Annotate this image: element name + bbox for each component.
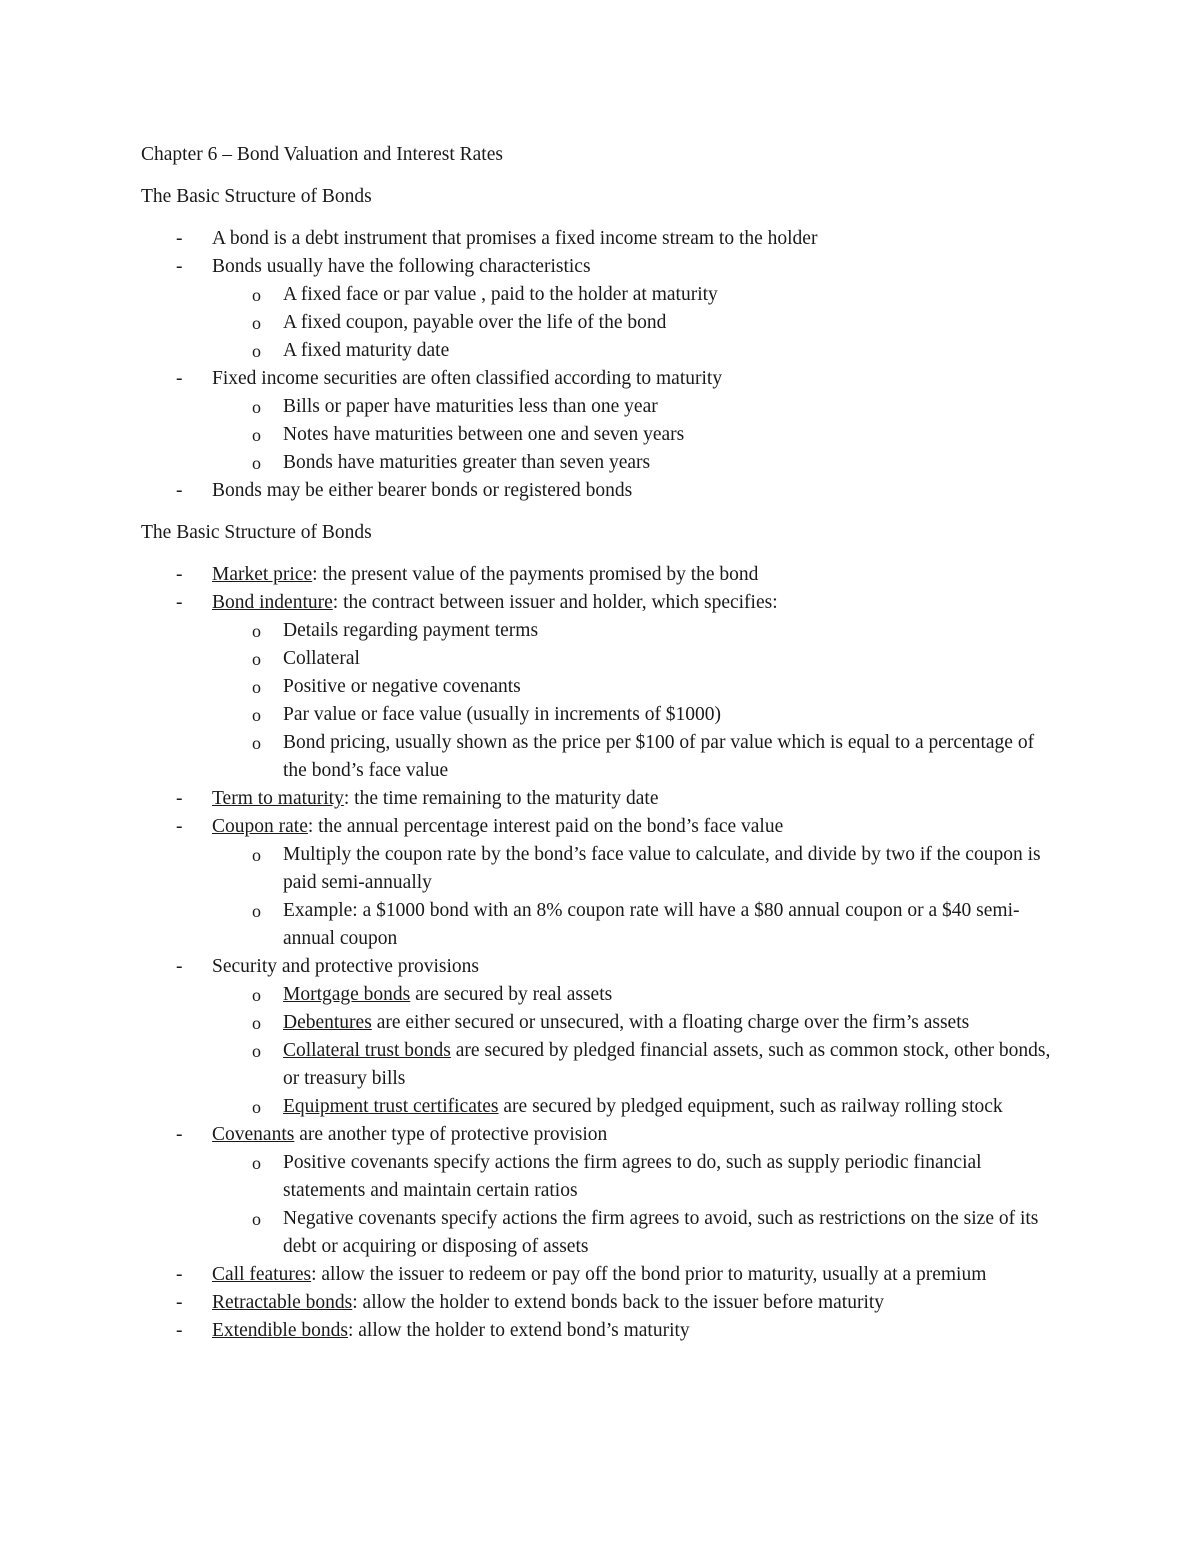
dash-bullet: - — [176, 368, 183, 389]
sub-list-item-text: Positive or negative covenants — [283, 676, 521, 697]
term-bond-indenture: Bond indenture — [212, 592, 333, 613]
sub-list-item-text: A fixed maturity date — [283, 340, 450, 361]
sub-list-item — [212, 841, 1061, 897]
sub-list-item-text: Notes have maturities between one and seven years — [283, 424, 685, 445]
list-item — [141, 785, 1061, 813]
sub-list-item-text: Positive covenants specify actions the firm agrees to do, such as supply periodic financial statements and maintain certain ratios — [283, 1152, 982, 1201]
list-item — [141, 953, 1061, 1121]
sub-list-item-text: Bills or paper have maturities less than one year — [283, 396, 658, 417]
sub-list-item — [212, 309, 1061, 337]
dash-bullet: - — [176, 788, 183, 809]
sub-list-item-text: Negative covenants specify actions the firm agrees to avoid, such as restrictions on the size of its debt or acquiring or disposing of assets — [283, 1208, 1039, 1257]
sub-list — [212, 841, 1061, 953]
sub-list-item — [212, 449, 1061, 477]
sub-list-item — [212, 337, 1061, 365]
sub-list-item — [212, 1205, 1061, 1261]
sub-list-item — [212, 1149, 1061, 1205]
sub-list-item-text: Multiply the coupon rate by the bond’s face value to calculate, and divide by two if the coupon is paid semi-annually — [283, 844, 1041, 893]
sub-list-item — [212, 1037, 1061, 1093]
term-equipment-trust-certificates: Equipment trust certificates — [283, 1096, 499, 1117]
sub-list-item-text: are secured by real assets — [410, 984, 613, 1005]
sub-list-item — [212, 1009, 1061, 1037]
list-item — [141, 1261, 1061, 1289]
list-item-text: : allow the issuer to redeem or pay off the bond prior to maturity, usually at a premium — [311, 1264, 987, 1285]
sub-list-item-text: Par value or face value (usually in increments of $1000) — [283, 704, 722, 725]
circle-bullet: o — [252, 677, 261, 697]
circle-bullet: o — [252, 453, 261, 473]
term-debentures: Debentures — [283, 1012, 372, 1033]
circle-bullet: o — [252, 1013, 261, 1033]
circle-bullet: o — [252, 733, 261, 753]
list-item-text: Bonds may be either bearer bonds or registered bonds — [212, 480, 633, 501]
term-call-features: Call features — [212, 1264, 312, 1285]
section-heading: The Basic Structure of Bonds — [141, 186, 372, 207]
list-item — [141, 561, 1061, 589]
sub-list-item-text: are either secured or unsecured, with a floating charge over the firm’s assets — [371, 1012, 970, 1033]
sub-list-item — [212, 673, 1061, 701]
circle-bullet: o — [252, 1153, 261, 1173]
term-market-price: Market price — [212, 564, 313, 585]
list-item — [141, 477, 1061, 505]
circle-bullet: o — [252, 285, 261, 305]
circle-bullet: o — [252, 1097, 261, 1117]
circle-bullet: o — [252, 985, 261, 1005]
sub-list-item — [212, 701, 1061, 729]
list-item-text: : the annual percentage interest paid on the bond’s face value — [307, 816, 784, 837]
sub-list — [212, 393, 1061, 477]
sub-list-item-text: Example: a $1000 bond with an 8% coupon rate will have a $80 annual coupon or a $40 semi-annual coupon — [283, 900, 1020, 949]
circle-bullet: o — [252, 621, 261, 641]
term-coupon-rate: Coupon rate — [212, 816, 308, 837]
term-term-to-maturity: Term to maturity — [212, 788, 344, 809]
circle-bullet: o — [252, 649, 261, 669]
sub-list-item-text: A fixed coupon, payable over the life of the bond — [283, 312, 667, 333]
list-item-text: : the present value of the payments promised by the bond — [312, 564, 759, 585]
list-item-text: are another type of protective provision — [294, 1124, 608, 1145]
document-page — [141, 141, 1061, 1359]
sub-list-item-text: Details regarding payment terms — [283, 620, 539, 641]
section-heading: The Basic Structure of Bonds — [141, 522, 372, 543]
circle-bullet: o — [252, 705, 261, 725]
circle-bullet: o — [252, 341, 261, 361]
sub-list — [212, 1149, 1061, 1261]
dash-bullet: - — [176, 1292, 183, 1313]
list-item-text: : the contract between issuer and holder, which specifies: — [332, 592, 778, 613]
sub-list-item-text: are secured by pledged financial assets, such as common stock, other bonds, or treasury bills — [283, 1040, 1051, 1089]
list-item-text: : the time remaining to the maturity date — [343, 788, 659, 809]
sub-list — [212, 617, 1061, 785]
sub-list-item — [212, 281, 1061, 309]
list-item-text: A bond is a debt instrument that promises a fixed income stream to the holder — [212, 228, 818, 249]
dash-bullet: - — [176, 228, 183, 249]
sub-list-item — [212, 981, 1061, 1009]
sub-list-item — [212, 617, 1061, 645]
sub-list — [212, 281, 1061, 365]
sub-list-item-text: A fixed face or par value , paid to the holder at maturity — [283, 284, 718, 305]
list-item-text: Fixed income securities are often classified according to maturity — [212, 368, 723, 389]
sub-list-item-text: Bonds have maturities greater than seven years — [283, 452, 651, 473]
sub-list-item — [212, 421, 1061, 449]
sub-list — [212, 981, 1061, 1121]
sub-list-item — [212, 393, 1061, 421]
sub-list-item — [212, 897, 1061, 953]
dash-bullet: - — [176, 256, 183, 277]
dash-bullet: - — [176, 480, 183, 501]
dash-bullet: - — [176, 1320, 183, 1341]
circle-bullet: o — [252, 425, 261, 445]
list-item — [141, 225, 1061, 253]
list-item — [141, 1121, 1061, 1261]
term-covenants: Covenants — [212, 1124, 295, 1145]
list-item-text: Security and protective provisions — [212, 956, 479, 977]
circle-bullet: o — [252, 1209, 261, 1229]
term-retractable-bonds: Retractable bonds — [212, 1292, 353, 1313]
bullet-list — [141, 561, 1061, 1345]
list-item — [141, 1317, 1061, 1345]
document-title: Chapter 6 – Bond Valuation and Interest Rates — [141, 144, 503, 165]
list-item — [141, 813, 1061, 953]
list-item — [141, 365, 1061, 477]
dash-bullet: - — [176, 816, 183, 837]
bullet-list — [141, 225, 1061, 505]
term-extendible-bonds: Extendible bonds — [212, 1320, 348, 1341]
dash-bullet: - — [176, 1124, 183, 1145]
term-mortgage-bonds: Mortgage bonds — [283, 984, 411, 1005]
list-item — [141, 1289, 1061, 1317]
sub-list-item-text: Bond pricing, usually shown as the price per $100 of par value which is equal to a percentage of the bond’s face value — [283, 732, 1035, 781]
dash-bullet: - — [176, 564, 183, 585]
list-item-text: : allow the holder to extend bonds back to the issuer before maturity — [352, 1292, 885, 1313]
sub-list-item — [212, 729, 1061, 785]
circle-bullet: o — [252, 397, 261, 417]
sub-list-item — [212, 645, 1061, 673]
dash-bullet: - — [176, 592, 183, 613]
sub-list-item-text: are secured by pledged equipment, such as railway rolling stock — [498, 1096, 1003, 1117]
list-item — [141, 589, 1061, 785]
dash-bullet: - — [176, 956, 183, 977]
sub-list-item-text: Collateral — [283, 648, 360, 669]
list-item-text: Bonds usually have the following characteristics — [212, 256, 591, 277]
circle-bullet: o — [252, 313, 261, 333]
circle-bullet: o — [252, 1041, 261, 1061]
term-collateral-trust-bonds: Collateral trust bonds — [283, 1040, 451, 1061]
list-item-text: : allow the holder to extend bond’s maturity — [347, 1320, 690, 1341]
dash-bullet: - — [176, 1264, 183, 1285]
circle-bullet: o — [252, 901, 261, 921]
sub-list-item — [212, 1093, 1061, 1121]
circle-bullet: o — [252, 845, 261, 865]
list-item — [141, 253, 1061, 365]
